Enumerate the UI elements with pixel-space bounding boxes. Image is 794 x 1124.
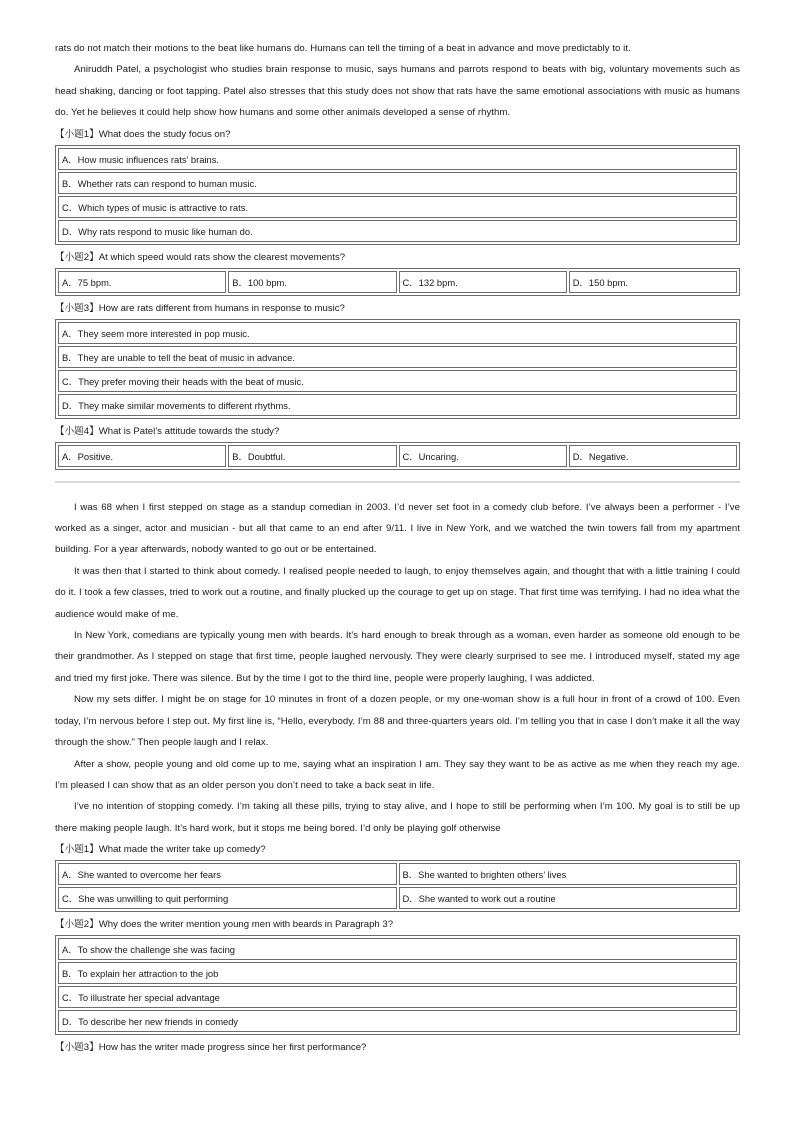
option-b[interactable]: B．100 bpm. <box>228 271 396 293</box>
options-table <box>55 860 740 912</box>
option-c[interactable]: C．She was unwilling to quit performing <box>58 887 397 909</box>
option-d[interactable]: D．Negative. <box>569 445 737 467</box>
option-b[interactable]: B．They are unable to tell the beat of music in advance. <box>58 346 737 368</box>
options-table <box>55 319 740 419</box>
question-prompt: 【小题3】How has the writer made progress since her first performance? <box>55 1042 367 1054</box>
passage2-paragraph: After a show, people young and old come up to me, saying what an inspiration I am. They say they want to be as active as me when they reach my age. I’m pleased I can show that as an older person you don’t need to take a back seat in life. <box>55 758 740 791</box>
passage2-paragraph: It was then that I started to think about comedy. I realised people needed to laugh, to enjoy themselves again, and thought that with a little training I could do it. I took a few classes, tried to work out a routine, and finally plucked up the courage to get up on stage. That first time was terrifying. I had no idea what the audience would make of me. <box>55 565 740 620</box>
option-c[interactable]: C．132 bpm. <box>399 271 567 293</box>
section-divider <box>55 481 740 483</box>
passage2-paragraph: Now my sets differ. I might be on stage for 10 minutes in front of a dozen people, or my one-woman show is a full hour in front of a crowd of 100. Even today, I’m nervous before I step out. My first line is, “Hello, everybody. I’m 88 and three-quarters years old. I’m telling you that in case I don’t make it all the way through the show.” Then people laugh and I relax. <box>55 694 740 749</box>
passage2-paragraph: I’ve no intention of stopping comedy. I’m taking all these pills, trying to stay alive, and I hope to still be performing when I’m 100. My goal is to still be up there making people laugh. It’s hard work, but it stops me being bored. I’d only be playing golf otherwise <box>55 801 740 834</box>
option-a[interactable]: A．She wanted to overcome her fears <box>58 863 397 885</box>
question-prompt: 【小题2】At which speed would rats show the clearest movements? <box>55 251 346 263</box>
option-a[interactable]: A．They seem more interested in pop music. <box>58 322 737 344</box>
option-d[interactable]: D．To describe her new friends in comedy <box>58 1010 737 1032</box>
option-d[interactable]: D．150 bpm. <box>569 271 737 293</box>
option-d[interactable]: D．Why rats respond to music like human do. <box>58 220 737 242</box>
passage1-paragraph: rats do not match their motions to the beat like humans do. Humans can tell the timing of a beat in advance and move predictably to it. <box>55 43 631 54</box>
options-table <box>55 145 740 245</box>
option-c[interactable]: C．They prefer moving their heads with the beat of music. <box>58 370 737 392</box>
option-d[interactable]: D．She wanted to work out a routine <box>399 887 738 909</box>
option-b[interactable]: B．She wanted to brighten others’ lives <box>399 863 738 885</box>
option-a[interactable]: A．To show the challenge she was facing <box>58 938 737 960</box>
question-prompt: 【小题2】Why does the writer mention young men with beards in Paragraph 3? <box>55 919 394 931</box>
option-d[interactable]: D．They make similar movements to different rhythms. <box>58 394 737 416</box>
option-c[interactable]: C．Uncaring. <box>399 445 567 467</box>
question-prompt: 【小题1】What made the writer take up comedy? <box>55 844 266 856</box>
passage2-paragraph: I was 68 when I first stepped on stage as a standup comedian in 2003. I’d never set foot in a comedy club before. I’ve always been a performer - I’ve worked as a singer, actor and musician - but all that came to an end after 9/11. I live in New York, and we watched the twin towers fall from my apartment building. For a year afterwards, nobody wanted to go out or be entertained. <box>55 501 740 556</box>
options-table <box>55 442 740 470</box>
passage2-paragraph: In New York, comedians are typically young men with beards. It’s hard enough to break through as a woman, even harder as someone old enough to be their grandmother. As I stepped on stage that first time, people laughed nervously. They were clearly surprised to see me. I introduced myself, stated my age and tried my first joke. There was silence. But by the time I got to the third line, people were properly laughing, I was addicted. <box>55 630 740 684</box>
option-a[interactable]: A．75 bpm. <box>58 271 226 293</box>
passage1-paragraph: Aniruddh Patel, a psychologist who studies brain response to music, says humans and parrots respond to beats with big, voluntary movements such as head shaking, dancing or foot tapping. Patel also stresses that this study does not show that rats have the same emotional associations with music as humans do. Yet he believes it could help show how humans and some other animals developed a sense of rhythm. <box>55 64 740 119</box>
option-b[interactable]: B．Whether rats can respond to human music. <box>58 172 737 194</box>
option-a[interactable]: A．Positive. <box>58 445 226 467</box>
option-b[interactable]: B．Doubtful. <box>228 445 396 467</box>
option-a[interactable]: A．How music influences rats’ brains. <box>58 148 737 170</box>
option-c[interactable]: C．Which types of music is attractive to rats. <box>58 196 737 218</box>
exam-page <box>55 38 740 1058</box>
question-prompt: 【小题1】What does the study focus on? <box>55 128 231 140</box>
options-table <box>55 268 740 296</box>
option-c[interactable]: C．To illustrate her special advantage <box>58 986 737 1008</box>
question-prompt: 【小题3】How are rats different from humans in response to music? <box>55 302 345 314</box>
option-b[interactable]: B．To explain her attraction to the job <box>58 962 737 984</box>
options-table <box>55 935 740 1035</box>
question-prompt: 【小题4】What is Patel’s attitude towards the study? <box>55 425 280 437</box>
